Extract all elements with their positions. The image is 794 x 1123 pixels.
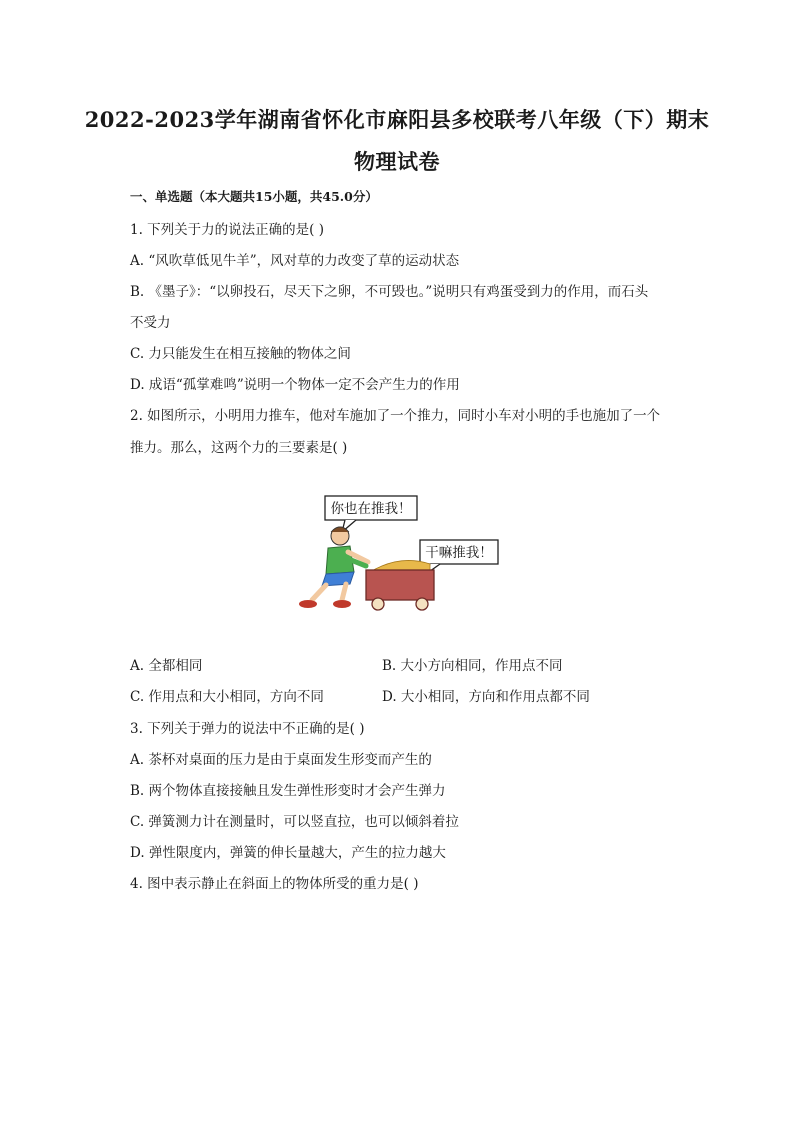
question-3-option-b: B. 两个物体直接接触且发生弹性形变时才会产生弹力 (130, 783, 446, 799)
push-cart-illustration (290, 492, 510, 616)
bubble-left-text: 你也在推我！ (330, 501, 412, 517)
cart-figure (366, 560, 434, 610)
question-2-option-b: B. 大小方向相同，作用点不同 (382, 658, 563, 674)
question-3-option-c: C. 弹簧测力计在测量时，可以竖直拉，也可以倾斜着拉 (130, 814, 459, 830)
bubble-right-text: 干嘛推我！ (425, 545, 493, 561)
question-3-stem: 3. 下列关于弹力的说法中不正确的是( ) (130, 721, 365, 737)
question-3-option-d: D. 弹性限度内，弹簧的伸长量越大，产生的拉力越大 (130, 845, 446, 861)
speech-bubble-right (420, 540, 498, 574)
question-1-option-b-cont: 不受力 (130, 315, 171, 331)
question-2-option-a: A. 全都相同 (130, 658, 203, 674)
question-1-option-d: D. 成语“孤掌难鸣”说明一个物体一定不会产生力的作用 (130, 377, 460, 393)
question-4-stem: 4. 图中表示静止在斜面上的物体所受的重力是( ) (130, 876, 419, 892)
exam-title-line2: 物理试卷 (354, 149, 440, 174)
question-1-stem: 1. 下列关于力的说法正确的是( ) (130, 222, 324, 238)
question-1-option-b: B. 《墨子》：“以卵投石，尽天下之卵，不可毁也。”说明只有鸡蛋受到力的作用，而石头 (130, 284, 649, 300)
question-1-option-c: C. 力只能发生在相互接触的物体之间 (130, 346, 351, 362)
question-2-option-d: D. 大小相同，方向和作用点都不同 (382, 689, 590, 705)
question-2-stem-line2: 推力。那么，这两个力的三要素是( ) (130, 440, 348, 456)
section-heading: 一、单选题（本大题共15小题，共45.0分） (130, 189, 378, 204)
question-1-option-a: A. “风吹草低见牛羊”，风对草的力改变了草的运动状态 (130, 253, 460, 269)
question-3-option-a: A. 茶杯对桌面的压力是由于桌面发生形变而产生的 (130, 752, 432, 768)
question-2-option-c: C. 作用点和大小相同，方向不同 (130, 689, 324, 705)
exam-title-line1: 2022-2023学年湖南省怀化市麻阳县多校联考八年级（下）期末 (84, 107, 710, 132)
question-2-stem-line1: 2. 如图所示，小明用力推车，他对车施加了一个推力，同时小车对小明的手也施加了一个 (130, 408, 661, 424)
boy-figure (299, 527, 368, 608)
